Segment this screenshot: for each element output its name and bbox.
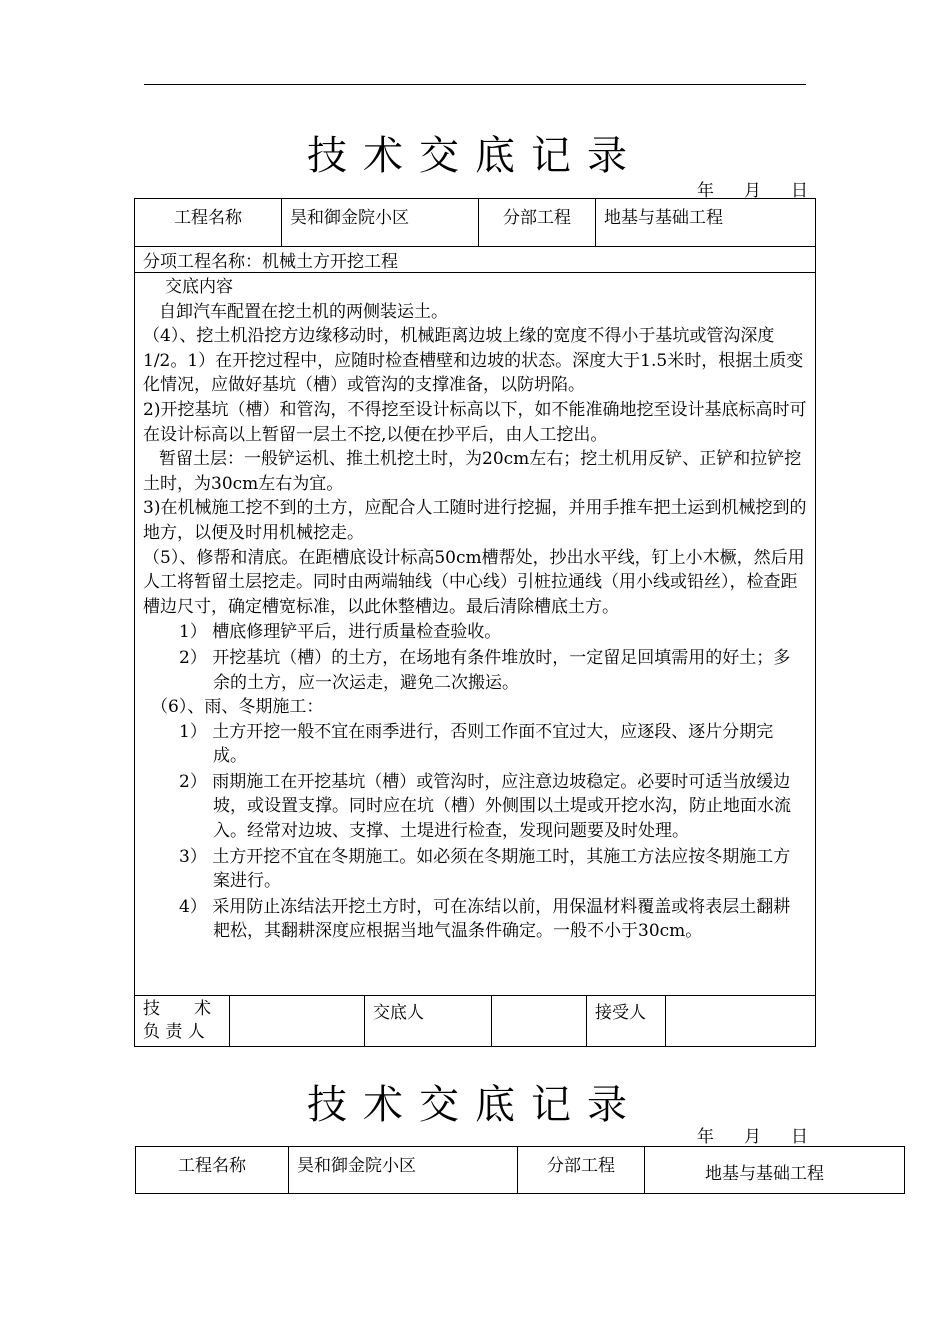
date-day: 日 xyxy=(791,181,808,201)
list-item: 1） 槽底修理铲平后，进行质量检查验收。 xyxy=(179,622,502,643)
page2-title: 技术交底记录 xyxy=(307,1082,643,1128)
list-item: 4） 采用防止冻结法开挖土方时，可在冻结以前，用保温材料覆盖或将表层土翻耕耙松，其翻耕深度应根据当地气温条件确定。一般不小于30cm。 xyxy=(179,896,791,942)
page2-division-label: 分部工程 xyxy=(518,1147,645,1194)
list-item: 3） 土方开挖不宜在冬期施工。如必须在冬期施工时，其施工方法应按冬期施工方案进行。 xyxy=(179,846,791,892)
division-value: 地基与基础工程 xyxy=(596,199,816,247)
page2-project-name-value: 昊和御金院小区 xyxy=(289,1147,518,1194)
page2-project-name-label: 工程名称 xyxy=(136,1147,289,1194)
section-heading: （6）、雨、冬期施工： xyxy=(151,697,324,718)
content-paragraph: 暂留土层：一般铲运机、推土机挖土时，为20cm左右；挖土机用反铲、正铲和拉铲挖土时，为30cm左右为宜。 xyxy=(143,449,802,494)
page2-header-table xyxy=(135,1146,905,1194)
tech-lead-signature[interactable] xyxy=(230,996,365,1047)
content-paragraph: 2)开挖基坑（槽）和管沟，不得挖至设计标高以下，如不能准确地挖至设计基底标高时可在设计标高以上暂留一层土不挖,以便在抄平后，由人工挖出。 xyxy=(143,399,807,445)
discloser-signature[interactable] xyxy=(492,996,587,1047)
disclosure-content xyxy=(135,273,816,996)
signature-table xyxy=(134,995,816,1047)
division-label: 分部工程 xyxy=(479,199,596,247)
date-year: 年 xyxy=(697,181,714,201)
list-item: 2） 开挖基坑（槽）的土方，在场地有条件堆放时，一定留足回填需用的好土；多余的土方，应一次运走，避免二次搬运。 xyxy=(179,647,791,693)
list-item: 2） 雨期施工在开挖基坑（槽）或管沟时，应注意边坡稳定。必要时可适当放缓边坡，或设置支撑。同时应在坑（槽）外侧围以土堤或开挖水沟，防止地面水流入。经常对边坡、支撑、土堤进行检查，发现问题要及时处理。 xyxy=(179,771,791,842)
receiver-label: 接受人 xyxy=(587,996,666,1047)
header-rule xyxy=(144,84,806,85)
date-month: 月 xyxy=(744,181,761,201)
content-paragraph: （5）、修帮和清底。在距槽底设计标高50cm槽帮处，抄出水平线，钉上小木橛，然后用人工将暂留土层挖走。同时由两端轴线（中心线）引桩拉通线（用小线或铅丝），检查距槽边尺寸，确定槽宽标准，以此休整槽边。最后清除槽底土方。 xyxy=(143,547,805,617)
page-title: 技术交底记录 xyxy=(307,133,643,179)
project-name-value: 昊和御金院小区 xyxy=(282,199,479,247)
list-item: 1） 土方开挖一般不宜在雨季进行，否则工作面不宜过大，应逐段、逐片分期完成。 xyxy=(179,721,774,767)
discloser-label: 交底人 xyxy=(365,996,492,1047)
page2-division-value: 地基与基础工程 xyxy=(645,1147,905,1194)
tech-lead-label: 技 术 负 责 人 xyxy=(135,996,230,1047)
content-heading: 交底内容 xyxy=(165,277,233,297)
content-paragraph: （4）、挖土机沿挖方边缘移动时，机械距离边坡上缘的宽度不得小于基坑或管沟深度1/2。1）在开挖过程中，应随时检查槽壁和边坡的状态。深度大于1.5米时，根据土质变化情况，应做好基坑（槽）或管沟的支撑准备，以防坍陷。 xyxy=(143,326,804,396)
content-paragraph: 3)在机械施工挖不到的土方，应配合人工随时进行挖掘，并用手推车把土运到机械挖到的地方，以便及时用机械挖走。 xyxy=(143,498,807,543)
project-name-label: 工程名称 xyxy=(135,199,282,247)
disclosure-table xyxy=(134,198,816,996)
subitem-name: 分项工程名称：机械土方开挖工程 xyxy=(135,247,816,273)
receiver-signature[interactable] xyxy=(666,996,816,1047)
content-paragraph: 自卸汽车配置在挖土机的两侧装运土。 xyxy=(159,301,448,322)
page2-date-line: 年 月 日 xyxy=(697,1127,808,1147)
